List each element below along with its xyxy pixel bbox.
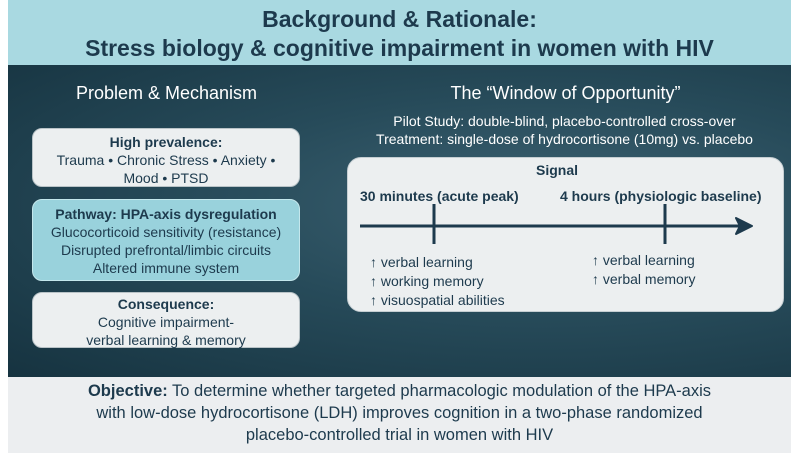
timepoint-30min-label: 30 minutes (acute peak) (360, 188, 519, 204)
prevalence-heading: High prevalence: (109, 134, 223, 150)
pilot-study-text: Pilot Study: double-blind, placebo-controlled cross-over (393, 113, 736, 129)
timepoint-4h-label: 4 hours (physiologic baseline) (560, 188, 762, 204)
effect-30min-3: ↑ visuospatial abilities (370, 292, 505, 308)
pathway-line2: Disrupted prefrontal/limbic circuits (60, 242, 272, 258)
consequence-line1: Cognitive impairment- (97, 314, 235, 330)
pathway-line1: Glucocorticoid sensitivity (resistance) (50, 224, 282, 240)
effect-30min-2: ↑ working memory (370, 273, 484, 289)
slide-title-line1: Background & Rationale: (262, 6, 537, 32)
signal-title: Signal (536, 162, 579, 178)
objective-line3: placebo-controlled trial in women with HIV (245, 426, 554, 444)
objective-text-1: To determine whether targeted pharmacologic modulation of the HPA-axis (167, 382, 712, 400)
consequence-box (32, 292, 300, 348)
left-column-title: Problem & Mechanism (75, 83, 258, 103)
consequence-line2: verbal learning & memory (86, 332, 246, 348)
effect-4h-1: ↑ verbal learning (592, 252, 695, 268)
consequence-heading: Consequence: (117, 296, 215, 312)
objective-line2: with low-dose hydrocortisone (LDH) improves cognition in a two-phase randomized (96, 404, 703, 422)
slide-title-line2: Stress biology & cognitive impairment in women with HIV (85, 35, 714, 61)
slide-header (8, 0, 791, 65)
prevalence-line1: Trauma • Chronic Stress • Anxiety • (56, 152, 276, 168)
effects-30min-list (370, 253, 505, 310)
prevalence-box (32, 128, 300, 187)
pathway-heading: Pathway: HPA-axis dysregulation (55, 206, 277, 222)
pathway-line3: Altered immune system (92, 260, 240, 276)
effect-4h-2: ↑ verbal memory (592, 271, 696, 287)
main-panel (8, 65, 791, 377)
effects-4h-list (592, 251, 695, 289)
signal-box (347, 157, 784, 312)
prevalence-line2: Mood • PTSD (123, 170, 209, 186)
effect-30min-1: ↑ verbal learning (370, 254, 473, 270)
treatment-text: Treatment: single-dose of hydrocortisone (10mg) vs. placebo (376, 131, 753, 147)
objective-footer (8, 377, 791, 453)
objective-label: Objective: (87, 382, 168, 400)
right-column-title: The “Window of Opportunity” (450, 83, 681, 103)
pathway-box (32, 199, 300, 281)
objective-line1 (8, 380, 791, 402)
